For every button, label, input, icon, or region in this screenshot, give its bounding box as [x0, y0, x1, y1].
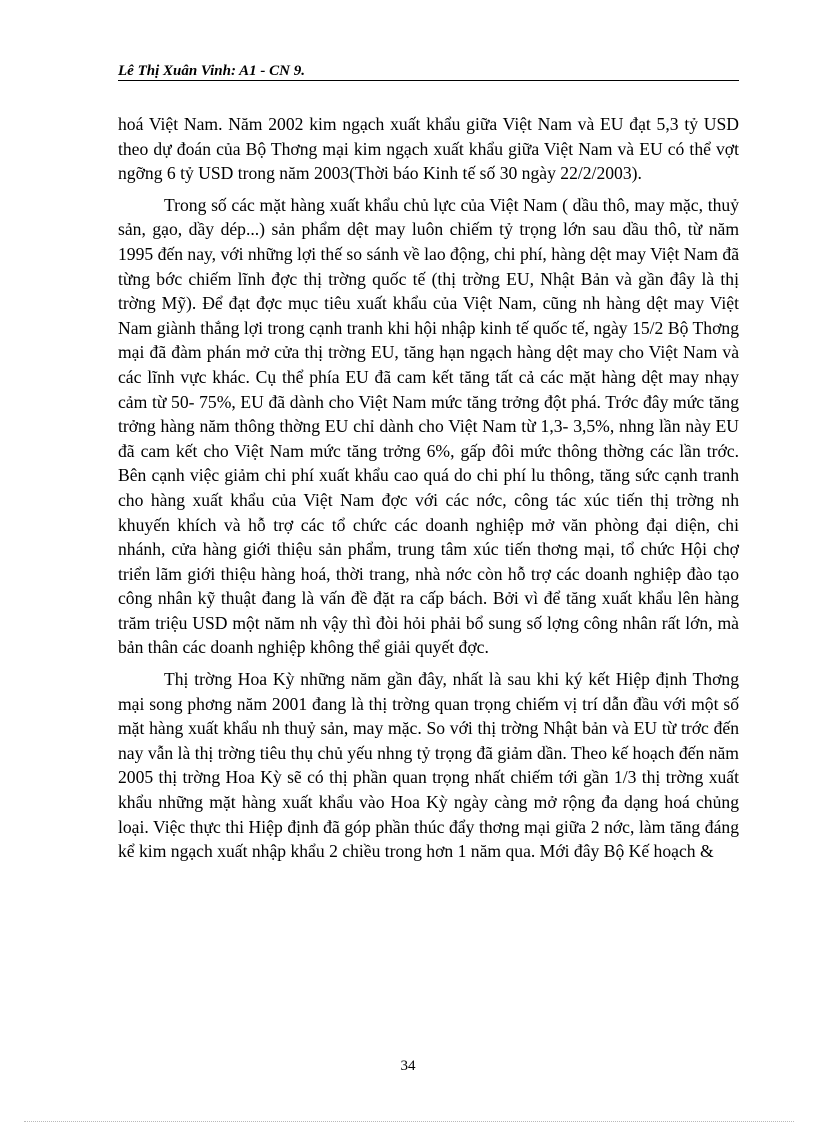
- paragraph-textile-exports: Trong số các mặt hàng xuất khẩu chủ lực của Việt Nam ( dầu thô, may mặc, thuỷ sản, gạo, dầy dép...) sản phẩm dệt may luôn chiếm tỷ trọng lớn sau dầu thô, từ năm 1995 đến nay, với những lợi thế so sánh về lao động, chi phí, hàng dệt may Việt Nam đã từng bớc chiếm lĩnh đợc thị trờng quốc tế (thị trờng EU, Nhật Bản và gần đây là thị trờng Mỹ). Để đạt đợc mục tiêu xuất khẩu của Việt Nam, cũng nh hàng dệt may Việt Nam giành thắng lợi trong cạnh tranh khi hội nhập kinh tế quốc tế, ngày 15/2 Bộ Thơng mại đã đàm phán mở cửa thị trờng EU, tăng hạn ngạch hàng dệt may cho Việt Nam và các lĩnh vực khác. Cụ thể phía EU đã cam kết tăng tất cả các mặt hàng dệt may nhạy cảm từ 50- 75%, EU đã dành cho Việt Nam mức tăng trởng đột phá. Trớc đây mức tăng trởng hàng năm thông thờng EU chỉ dành cho Việt Nam từ 1,3- 3,5%, nhng lần này EU đã cam kết cho Việt Nam mức tăng trởng 6%, gấp đôi mức thông thờng các lần trớc. Bên cạnh việc giảm chi phí xuất khẩu cao quá do chi phí lu thông, tăng sức cạnh tranh cho hàng xuất khẩu của Việt Nam đợc với các nớc, công tác xúc tiến thị trờng nh khuyến khích và hỗ trợ các tổ chức các doanh nghiệp mở văn phòng đại diện, chi nhánh, cửa hàng giới thiệu sản phẩm, trung tâm xúc tiến thơng mại, tổ chức Hội chợ triển lãm giới thiệu hàng hoá, thời trang, nhà nớc còn hỗ trợ các doanh nghiệp đào tạo công nhân kỹ thuật đang là vấn đề đặt ra cấp bách. Bởi vì để tăng xuất khẩu lên hàng trăm triệu USD một năm nh vậy thì đòi hỏi phải bổ sung số lợng công nhân rất lớn, mà bản thân các doanh nghiệp không thể giải quyết đợc.: [118, 194, 739, 658]
- running-header: Lê Thị Xuân Vinh: A1 - CN 9.: [118, 63, 305, 79]
- body-text: [118, 112, 739, 864]
- paragraph-us-market: Thị trờng Hoa Kỳ những năm gần đây, nhất là sau khi ký kết Hiệp định Thơng mại song phơng năm 2001 đang là thị trờng quan trọng chiếm vị trí dẫn đầu với một số mặt hàng xuất khẩu nh thuỷ sản, may mặc. So với thị trờng Nhật bản và EU từ trớc đến nay vẫn là thị trờng tiêu thụ chủ yếu nhng tỷ trọng đã giảm dần. Theo kế hoạch đến năm 2005 thị trờng Hoa Kỳ sẽ có thị phần quan trọng nhất chiếm tới gần 1/3 thị trờng xuất khẩu những mặt hàng xuất khẩu vào Hoa Kỳ ngày càng mở rộng đa dạng hoá chủng loại. Việc thực thi Hiệp định đã góp phần thúc đẩy thơng mại giữa 2 nớc, làm tăng đáng kể kim ngạch xuất nhập khẩu 2 chiều trong hơn 1 năm qua. Mới đây Bộ Kế hoạch &: [118, 669, 739, 862]
- header-divider: [118, 80, 739, 81]
- paragraph-continuation: hoá Việt Nam. Năm 2002 kim ngạch xuất khẩu giữa Việt Nam và EU đạt 5,3 tỷ USD theo dự đoán của Bộ Thơng mại kim ngạch xuất khẩu giữa Việt Nam và EU có thể vợt ngỡng 6 tỷ USD trong năm 2003(Thời báo Kinh tế số 30 ngày 22/2/2003).: [118, 114, 739, 184]
- page-bottom-divider: [24, 1121, 794, 1122]
- page-number: 34: [400, 1058, 416, 1074]
